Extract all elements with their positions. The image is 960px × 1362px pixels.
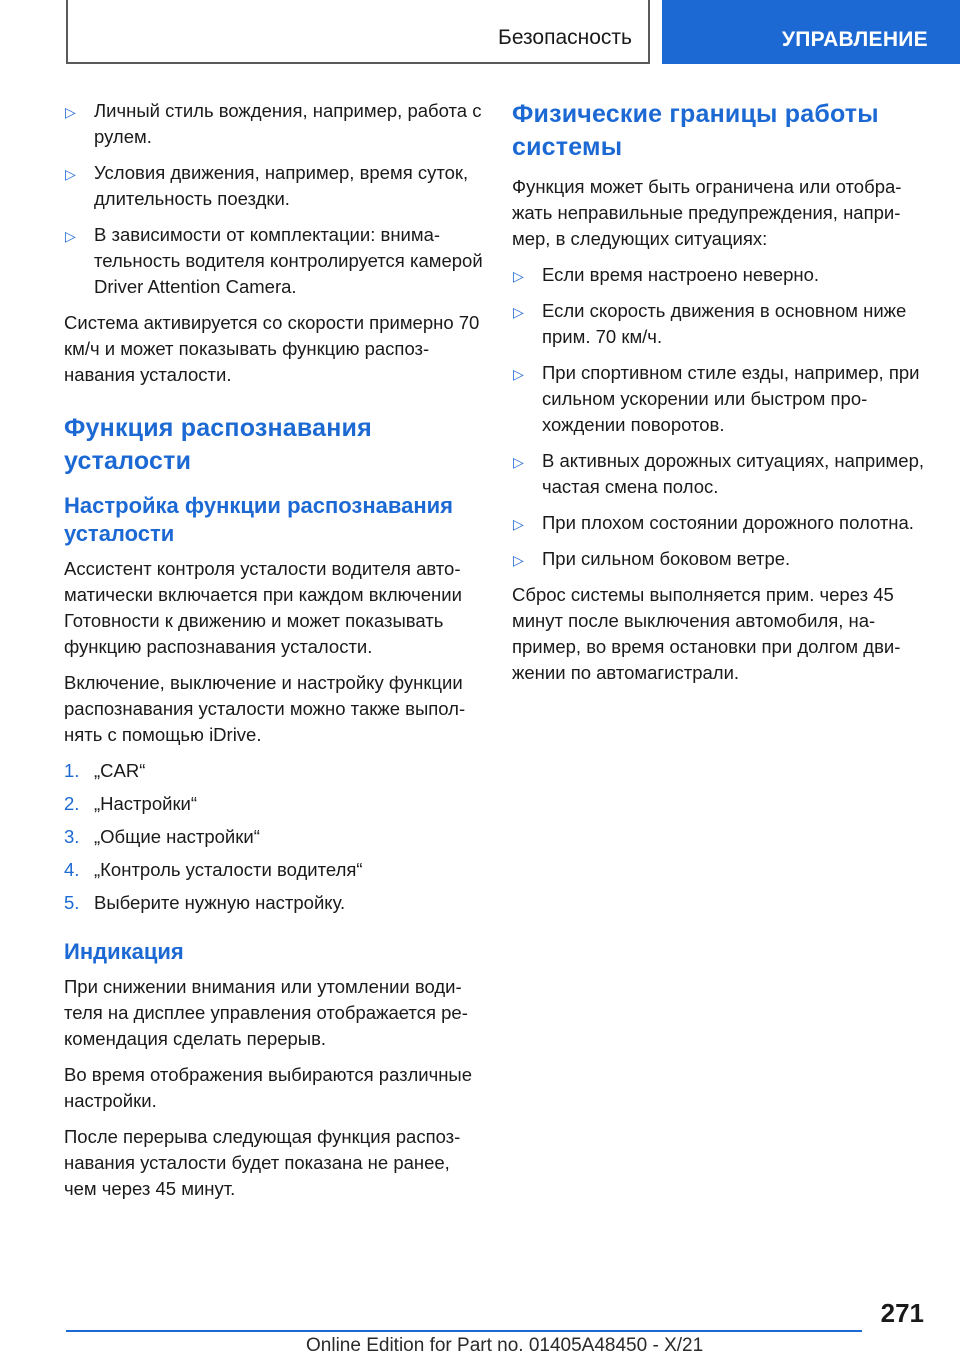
bullet-text: В активных дорожных ситуациях, например, частая смена полос. [542,450,924,497]
step-number: 1. [64,760,80,781]
header-section-label: Безопасность [498,26,632,49]
paragraph-assistant: Ассистент контроля усталости водителя автоматически включается при каждом включении Готовности к движению и может показывать функцию распознавания усталости. [64,558,462,657]
paragraph-idrive: Включение, выключение и настройку функции распознавания усталости можно также выполнять с помощью iDrive. [64,672,466,745]
triangle-bullet-icon: ▷ [513,552,524,568]
triangle-bullet-icon: ▷ [513,366,524,382]
triangle-bullet-icon: ▷ [65,228,76,244]
bullet-item [512,262,932,288]
bullet-item [512,448,932,500]
header-chapter-tab [662,0,960,64]
step-number: 4. [64,859,80,880]
header-section-tab [66,0,650,64]
bullet-text: Личный стиль вождения, например, работа с рулем. [94,100,482,147]
paragraph-indication-3: После перерыва следующая функция распознавания усталости будет показана не ранее, чем через 45 минут. [64,1126,461,1199]
triangle-bullet-icon: ▷ [513,268,524,284]
bullet-item [512,546,932,572]
step-item [64,791,484,817]
triangle-bullet-icon: ▷ [65,104,76,120]
right-column [512,98,932,696]
triangle-bullet-icon: ▷ [65,166,76,182]
bullet-text: Условия движения, например, время суток, длительность поездки. [94,162,469,209]
paragraph-indication-1: При снижении внимания или утомлении водителя на дисплее управления отображается рекомендация сделать перерыв. [64,976,468,1049]
triangle-bullet-icon: ▷ [513,304,524,320]
heading-indication: Индикация [64,939,184,964]
bullet-item [64,222,484,300]
step-text: „Общие настройки“ [94,826,260,847]
step-number: 5. [64,892,80,913]
bullet-item [64,98,484,150]
heading-system-limits: Физические границы работы системы [512,100,879,161]
footer-edition: Online Edition for Part no. 01405A48450 - X/21 [306,1335,704,1356]
bullet-item [64,160,484,212]
bullet-text: При сильном боковом ветре. [542,548,791,569]
bullet-text: В зависимости от комплектации: внимательность водителя контролируется камерой Driver Attention Camera. [94,224,483,297]
triangle-bullet-icon: ▷ [513,516,524,532]
heading-fatigue-detection: Функция распознавания усталости [64,414,372,475]
paragraph-activation: Система активируется со скорости примерно 70 км/ч и может показывать функцию распознавания усталости. [64,312,480,385]
paragraph-indication-2: Во время отображения выбираются различные настройки. [64,1064,473,1111]
bullet-text: При спортивном стиле езды, например, при сильном ускорении или быстром прохождении поворотов. [542,362,920,435]
step-number: 3. [64,826,80,847]
page-number: 271 [880,1298,924,1328]
step-item [64,890,484,916]
step-item [64,857,484,883]
bullet-item [512,298,932,350]
footer-divider [66,1330,862,1332]
step-item [64,758,484,784]
step-item [64,824,484,850]
step-text: Выберите нужную настройку. [94,892,346,913]
header-chapter-label: УПРАВЛЕНИЕ [781,28,928,51]
step-text: „CAR“ [94,760,146,781]
paragraph-limits-intro: Функция может быть ограничена или отображать неправильные предупреждения, например, в следующих ситуациях: [512,176,902,249]
step-text: „Настройки“ [94,793,198,814]
heading-fatigue-settings: Настройка функции распознавания усталости [64,493,453,546]
left-column [64,98,484,1212]
paragraph-reset: Сброс системы выполняется прим. через 45 минут после выключения автомобиля, например, во время остановки при долгом движении по автомагистрали. [512,584,901,683]
bullet-item [512,510,932,536]
bullet-text: Если скорость движения в основном ниже прим. 70 км/ч. [542,300,907,347]
step-text: „Контроль усталости водителя“ [94,859,363,880]
triangle-bullet-icon: ▷ [513,454,524,470]
bullet-item [512,360,932,438]
bullet-text: Если время настроено неверно. [542,264,820,285]
bullet-text: При плохом состоянии дорожного полотна. [542,512,914,533]
step-number: 2. [64,793,80,814]
